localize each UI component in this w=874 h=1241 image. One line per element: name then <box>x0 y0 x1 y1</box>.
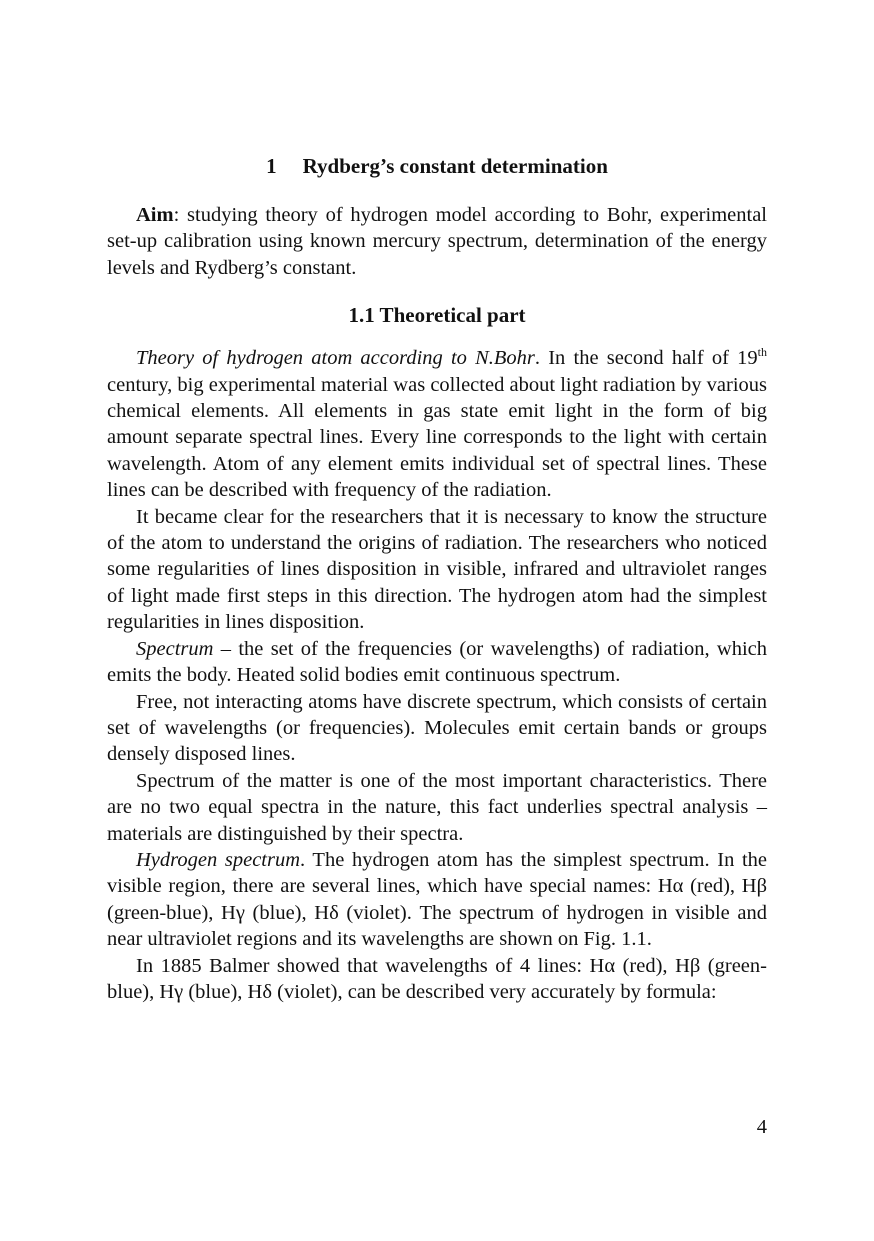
superscript: th <box>757 345 768 360</box>
paragraph-discrete-spectrum: Free, not interacting atoms have discrete spectrum, which consists of certain set of wavelengths (or frequencies). Molecules emit certain bands or groups densely disposed lines. <box>107 690 767 766</box>
aim-text: : studying theory of hydrogen model according to Bohr, experimental set-up calibration using known mercury spectrum, determination of the energy levels and Rydberg’s constant. <box>107 204 767 279</box>
section-heading: 1.1 Theoretical part <box>348 303 526 328</box>
paragraph-lead: Spectrum <box>136 637 214 660</box>
paragraph-atom-structure: It became clear for the researchers that it is necessary to know the structure of the atom to understand the origins of radiation. The researchers who noticed some regularities of lines disposition in visible, infrared and ultraviolet ranges of light made first steps in this direction. The hydrogen atom had the simplest regularities in lines disposition. <box>107 505 767 634</box>
paragraph-lead: Theory of hydrogen atom according to N.Bohr <box>136 347 535 370</box>
paragraph-bohr-theory: Theory of hydrogen atom according to N.Bohr. In the second half of 19th century, big experimental material was collected about light radiation by various chemical elements. All elements in gas state emit light in the form of big amount separate spectral lines. Every line corresponds to the light with certain wavelength. Atom of any element emits individual set of spectral lines. These lines can be described with frequency of the radiation. <box>107 345 768 502</box>
page-number: 4 <box>756 1116 767 1138</box>
chapter-number: 1 <box>266 154 277 178</box>
aim-paragraph <box>107 202 767 281</box>
paragraph-spectral-analysis: Spectrum of the matter is one of the most important characteristics. There are no two equal spectra in the nature, this fact underlies spectral analysis – materials are distinguished by their spectra. <box>107 769 767 845</box>
paragraph-balmer: In 1885 Balmer showed that wavelengths of 4 lines: Hα (red), Hβ (green-blue), Hγ (blue), Hδ (violet), can be described very accurately by formula: <box>107 954 767 1003</box>
paragraph-hydrogen-spectrum: Hydrogen spectrum. The hydrogen atom has the simplest spectrum. In the visible region, there are several lines, which have special names: Hα (red), Hβ (green-blue), Hγ (blue), Hδ (violet). The spectrum of hydrogen in visible and near ultraviolet regions and its wavelengths are shown on Fig. 1.1. <box>107 848 768 951</box>
chapter-title: Rydberg’s constant determination <box>302 154 608 178</box>
paragraph-spectrum-definition: Spectrum – the set of the frequencies (or wavelengths) of radiation, which emits the body. Heated solid bodies emit continuous spectrum. <box>107 637 767 687</box>
aim-label: Aim <box>136 204 174 226</box>
chapter-heading <box>107 152 767 180</box>
page-content <box>107 152 767 1005</box>
paragraph-lead: Hydrogen spectrum <box>136 848 301 871</box>
